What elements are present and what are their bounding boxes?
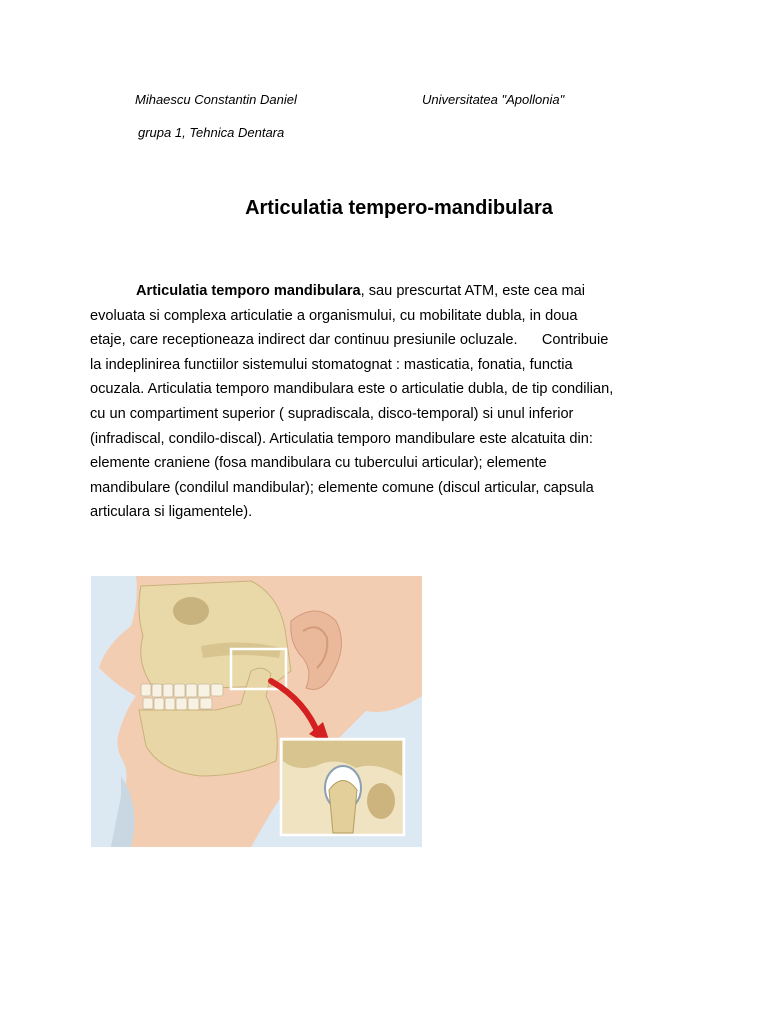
paragraph-line-rest: , sau prescurtat ATM, este cea mai (360, 283, 586, 299)
body-paragraph (90, 279, 700, 525)
paragraph-line: evoluata si complexa articulatie a organismului, cu mobilitate dubla, in doua (90, 307, 578, 324)
inset-condyle (329, 781, 357, 834)
paragraph-line: cu un compartiment superior ( supradiscala, disco-temporal) si unul inferior (90, 405, 574, 422)
paragraph-line: (infradiscal, condilo-discal). Articulatia temporo mandibulare este alcatuita din: (90, 430, 593, 447)
inset-ear-canal (367, 783, 395, 819)
paragraph-line (90, 279, 700, 304)
student-group: grupa 1, Tehnica Dentara (138, 125, 285, 140)
university-name: Universitatea "Apollonia" (422, 92, 565, 107)
paragraph-line: la indeplinirea functiilor sistemului stomatognat : masticatia, fonatia, functia (90, 356, 573, 373)
tmj-anatomy-illustration (91, 576, 422, 847)
author-name: Mihaescu Constantin Daniel (135, 92, 297, 107)
paragraph-lead: Articulatia temporo mandibulara (136, 283, 361, 299)
paragraph-line: mandibulare (condilul mandibular); elemente comune (discul articular, capsula (90, 479, 594, 496)
eye-socket (173, 597, 209, 625)
paragraph-line: elemente craniene (fosa mandibulara cu tubercului articular); elemente (90, 455, 547, 472)
paragraph-line: etaje, care receptioneaza indirect dar continuu presiunile ocluzale. Contribuie (90, 332, 609, 349)
tmj-illustration-svg (91, 576, 422, 847)
paragraph-line: articulara si ligamentele). (90, 504, 253, 521)
paragraph-line: ocuzala. Articulatia temporo mandibulara este o articulatie dubla, de tip condilian, (90, 381, 614, 398)
page-title: Articulatia tempero-mandibulara (245, 197, 553, 219)
